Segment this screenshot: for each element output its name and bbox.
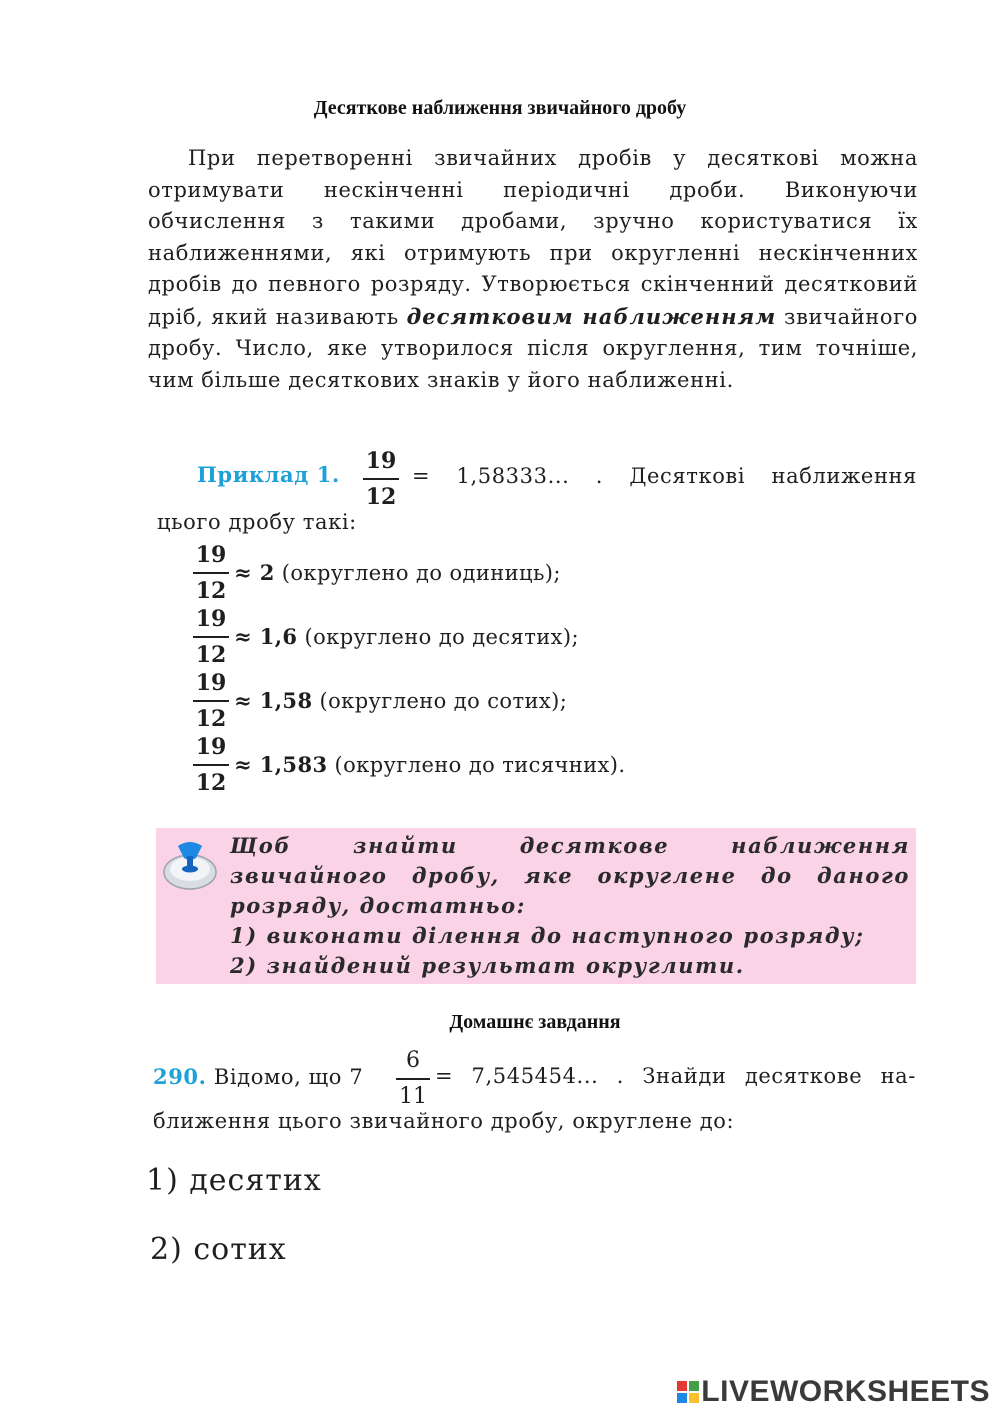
rule-step1: 1) виконати ділення до наступного розряду; [230,923,865,948]
approx-fraction: 19 12 [193,668,229,734]
brand-name: LIVEWORKSHEETS [701,1375,990,1408]
rule-text [230,831,910,981]
task-number: 290. [153,1064,207,1089]
example-continuation: цього дробу такі: [157,510,357,534]
section-title: Десяткове наближення звичайного дробу [313,97,687,119]
homework-fraction: 6 11 [396,1046,430,1112]
approx-fraction: 19 12 [193,540,229,606]
intro-text-after: звичайного дробу. Число, яке утворилося після округлення, тим точніше, чим більше десяткових знаків у його наближенні. [148,304,918,392]
intro-text-before: При перетворенні звичайних дробів у десяткові можна отримувати нескінченні періодичні дроби. Виконуючи обчислення з такими дробами, зручно користуватися їх наближеннями, які отримують при округленні нескінченних дробів до певного розряду. Утворюється скінченний десятковий дріб, який називають [148,146,918,329]
rule-line1: Щоб знайти десяткове наближення звичайного дробу, яке округлене до даного розряду, достатньо: [230,833,910,918]
rule-step2: 2) знайдений результат округлити. [230,953,745,978]
answer-tenths: 1) десятих [146,1163,322,1198]
intro-paragraph [148,143,918,396]
approx-line: ≈ 1,6 (округлено до десятих); [234,624,579,649]
task-text-before: Відомо, що 7 [213,1065,364,1089]
intro-term: десятковим наближенням [406,303,777,329]
answer-hundredths: 2) сотих [150,1232,287,1267]
example-equals-text: = 1,58333... . Десяткові наближення [412,464,917,488]
example-fraction [363,446,399,512]
homework-title: Домашнє завдання [449,1011,621,1033]
approx-fraction: 19 12 [193,732,229,798]
brand-logo-icon [677,1381,699,1403]
homework-task-line [153,1064,363,1089]
approx-line: ≈ 1,58 (округлено до сотих); [234,688,568,713]
approx-line: ≈ 2 (округлено до одиниць); [234,560,561,585]
approx-line: ≈ 1,583 (округлено до тисячних). [234,752,626,777]
task-text-after: = 7,545454... . Знайди десяткове на- [435,1064,916,1088]
task-continuation: ближення цього звичайного дробу, округлене до: [153,1109,735,1133]
info-pin-icon [162,836,218,892]
brand-watermark [677,1375,990,1409]
example-label: Приклад 1. [197,462,340,487]
approx-fraction: 19 12 [193,604,229,670]
fraction-numerator: 19 [365,448,397,474]
example-label-row [197,462,340,487]
fraction-denominator: 12 [365,484,397,510]
